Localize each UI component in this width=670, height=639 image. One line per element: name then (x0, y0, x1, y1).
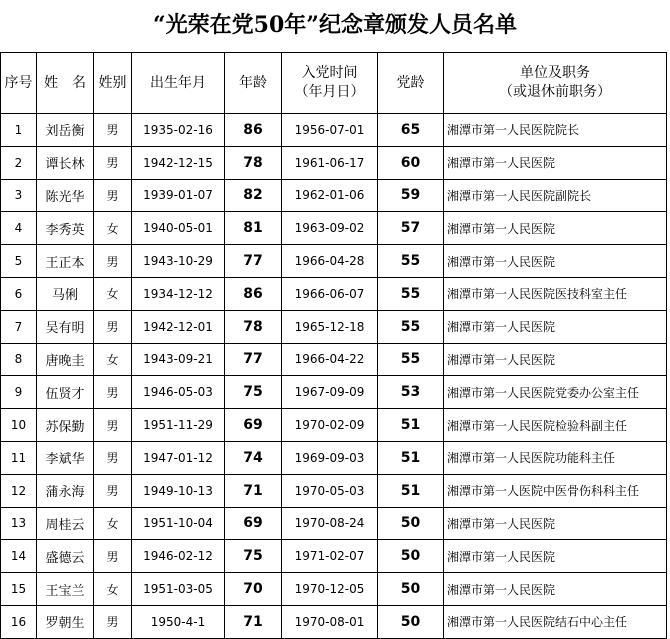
cell-gender: 女 (94, 507, 132, 540)
cell-join: 1970-05-03 (282, 474, 378, 507)
cell-unit: 湘潭市第一人民医院检验科副主任 (444, 409, 667, 442)
cell-join: 1966-04-22 (282, 343, 378, 376)
cell-birth: 1935-02-16 (132, 114, 225, 147)
cell-name: 刘岳衡 (37, 114, 94, 147)
cell-party-age: 50 (378, 573, 444, 606)
cell-birth: 1934-12-12 (132, 277, 225, 310)
table-row (1, 441, 667, 474)
cell-name: 谭长林 (37, 146, 94, 179)
cell-age: 78 (225, 146, 282, 179)
cell-birth: 1943-10-29 (132, 245, 225, 278)
document-title: “光荣在党50年”纪念章颁发人员名单 (153, 12, 517, 38)
cell-gender: 男 (94, 474, 132, 507)
cell-join: 1961-06-17 (282, 146, 378, 179)
cell-party-age: 59 (378, 179, 444, 212)
table-row (1, 540, 667, 573)
cell-no: 3 (1, 179, 37, 212)
cell-no: 10 (1, 409, 37, 442)
cell-name: 李斌华 (37, 441, 94, 474)
cell-unit: 湘潭市第一人民医院 (444, 310, 667, 343)
cell-gender: 男 (94, 376, 132, 409)
cell-no: 1 (1, 114, 37, 147)
cell-party-age: 55 (378, 277, 444, 310)
member-table (0, 52, 667, 639)
cell-join: 1956-07-01 (282, 114, 378, 147)
cell-no: 2 (1, 146, 37, 179)
cell-gender: 男 (94, 540, 132, 573)
cell-join: 1963-09-02 (282, 212, 378, 245)
cell-unit: 湘潭市第一人医院中医骨伤科科主任 (444, 474, 667, 507)
cell-age: 81 (225, 212, 282, 245)
header-unit-line1: 单位及职务 (520, 65, 590, 81)
cell-name: 罗朝生 (37, 605, 94, 638)
cell-unit: 湘潭市第一人民医院院长 (444, 114, 667, 147)
header-age: 年龄 (225, 53, 282, 114)
cell-age: 74 (225, 441, 282, 474)
cell-age: 77 (225, 245, 282, 278)
table-row (1, 179, 667, 212)
cell-gender: 男 (94, 605, 132, 638)
cell-birth: 1947-01-12 (132, 441, 225, 474)
cell-unit: 湘潭市第一人民医院党委办公室主任 (444, 376, 667, 409)
cell-no: 12 (1, 474, 37, 507)
cell-join: 1970-08-24 (282, 507, 378, 540)
cell-name: 伍贤才 (37, 376, 94, 409)
table-body (1, 114, 667, 639)
cell-age: 71 (225, 474, 282, 507)
cell-name: 周桂云 (37, 507, 94, 540)
cell-gender: 男 (94, 441, 132, 474)
cell-birth: 1951-03-05 (132, 573, 225, 606)
cell-gender: 女 (94, 212, 132, 245)
cell-age: 69 (225, 507, 282, 540)
cell-join: 1970-02-09 (282, 409, 378, 442)
cell-unit: 湘潭市第一人民医院结石中心主任 (444, 605, 667, 638)
cell-name: 陈光华 (37, 179, 94, 212)
cell-name: 蒲永海 (37, 474, 94, 507)
cell-gender: 男 (94, 245, 132, 278)
cell-no: 4 (1, 212, 37, 245)
cell-no: 7 (1, 310, 37, 343)
cell-party-age: 55 (378, 245, 444, 278)
cell-join: 1966-06-07 (282, 277, 378, 310)
cell-party-age: 50 (378, 507, 444, 540)
cell-gender: 男 (94, 310, 132, 343)
cell-gender: 男 (94, 409, 132, 442)
table-row (1, 605, 667, 638)
cell-birth: 1940-05-01 (132, 212, 225, 245)
cell-join: 1967-09-09 (282, 376, 378, 409)
header-unit (444, 53, 667, 114)
cell-join: 1970-08-01 (282, 605, 378, 638)
cell-party-age: 57 (378, 212, 444, 245)
cell-birth: 1951-11-29 (132, 409, 225, 442)
table-row (1, 146, 667, 179)
cell-no: 6 (1, 277, 37, 310)
cell-unit: 湘潭市第一人民医院 (444, 573, 667, 606)
header-name: 姓 名 (37, 53, 94, 114)
cell-unit: 湘潭市第一人民医院 (444, 146, 667, 179)
header-row (1, 53, 667, 114)
table-row (1, 343, 667, 376)
cell-birth: 1950-4-1 (132, 605, 225, 638)
cell-unit: 湘潭市第一人民医院功能科主任 (444, 441, 667, 474)
table-row (1, 573, 667, 606)
header-join (282, 53, 378, 114)
header-birth: 出生年月 (132, 53, 225, 114)
cell-age: 71 (225, 605, 282, 638)
cell-name: 苏保勤 (37, 409, 94, 442)
cell-party-age: 55 (378, 343, 444, 376)
cell-join: 1970-12-05 (282, 573, 378, 606)
cell-age: 86 (225, 277, 282, 310)
header-join-line1: 入党时间 (301, 65, 358, 81)
cell-unit: 湘潭市第一人民医院 (444, 507, 667, 540)
cell-join: 1969-09-03 (282, 441, 378, 474)
cell-no: 5 (1, 245, 37, 278)
cell-birth: 1949-10-13 (132, 474, 225, 507)
header-join-line2: （年月日） (294, 84, 365, 100)
table-row (1, 474, 667, 507)
cell-age: 70 (225, 573, 282, 606)
cell-party-age: 51 (378, 409, 444, 442)
cell-party-age: 51 (378, 441, 444, 474)
cell-gender: 男 (94, 146, 132, 179)
header-unit-line2: （或退休前职务） (499, 84, 611, 100)
cell-gender: 男 (94, 179, 132, 212)
table-row (1, 212, 667, 245)
table-row (1, 376, 667, 409)
cell-birth: 1942-12-01 (132, 310, 225, 343)
cell-unit: 湘潭市第一人民医院 (444, 540, 667, 573)
table-row (1, 245, 667, 278)
cell-join: 1971-02-07 (282, 540, 378, 573)
cell-birth: 1939-01-07 (132, 179, 225, 212)
cell-age: 86 (225, 114, 282, 147)
cell-unit: 湘潭市第一人民医院 (444, 245, 667, 278)
cell-join: 1965-12-18 (282, 310, 378, 343)
cell-gender: 女 (94, 277, 132, 310)
cell-age: 75 (225, 540, 282, 573)
cell-party-age: 53 (378, 376, 444, 409)
cell-age: 78 (225, 310, 282, 343)
cell-no: 16 (1, 605, 37, 638)
cell-party-age: 65 (378, 114, 444, 147)
cell-name: 唐晚圭 (37, 343, 94, 376)
cell-name: 王正本 (37, 245, 94, 278)
cell-unit: 湘潭市第一人民医院医技科室主任 (444, 277, 667, 310)
cell-unit: 湘潭市第一人民医院 (444, 343, 667, 376)
cell-name: 吴有明 (37, 310, 94, 343)
header-gender: 姓别 (94, 53, 132, 114)
cell-party-age: 51 (378, 474, 444, 507)
cell-birth: 1942-12-15 (132, 146, 225, 179)
cell-gender: 女 (94, 573, 132, 606)
cell-unit: 湘潭市第一人民医院 (444, 212, 667, 245)
cell-party-age: 50 (378, 605, 444, 638)
cell-name: 王宝兰 (37, 573, 94, 606)
cell-no: 14 (1, 540, 37, 573)
cell-no: 15 (1, 573, 37, 606)
cell-no: 8 (1, 343, 37, 376)
table-row (1, 277, 667, 310)
cell-no: 13 (1, 507, 37, 540)
cell-party-age: 50 (378, 540, 444, 573)
cell-age: 82 (225, 179, 282, 212)
cell-birth: 1946-02-12 (132, 540, 225, 573)
cell-join: 1966-04-28 (282, 245, 378, 278)
cell-birth: 1951-10-04 (132, 507, 225, 540)
header-no: 序号 (1, 53, 37, 114)
cell-birth: 1946-05-03 (132, 376, 225, 409)
table-row (1, 507, 667, 540)
cell-age: 77 (225, 343, 282, 376)
cell-party-age: 55 (378, 310, 444, 343)
table-row (1, 310, 667, 343)
cell-name: 盛德云 (37, 540, 94, 573)
cell-gender: 男 (94, 114, 132, 147)
cell-no: 11 (1, 441, 37, 474)
cell-party-age: 60 (378, 146, 444, 179)
cell-gender: 女 (94, 343, 132, 376)
cell-age: 75 (225, 376, 282, 409)
header-party-age: 党龄 (378, 53, 444, 114)
cell-age: 69 (225, 409, 282, 442)
cell-name: 李秀英 (37, 212, 94, 245)
cell-birth: 1943-09-21 (132, 343, 225, 376)
table-row (1, 409, 667, 442)
cell-no: 9 (1, 376, 37, 409)
cell-name: 马俐 (37, 277, 94, 310)
table-row (1, 114, 667, 147)
cell-unit: 湘潭市第一人民医院副院长 (444, 179, 667, 212)
cell-join: 1962-01-06 (282, 179, 378, 212)
